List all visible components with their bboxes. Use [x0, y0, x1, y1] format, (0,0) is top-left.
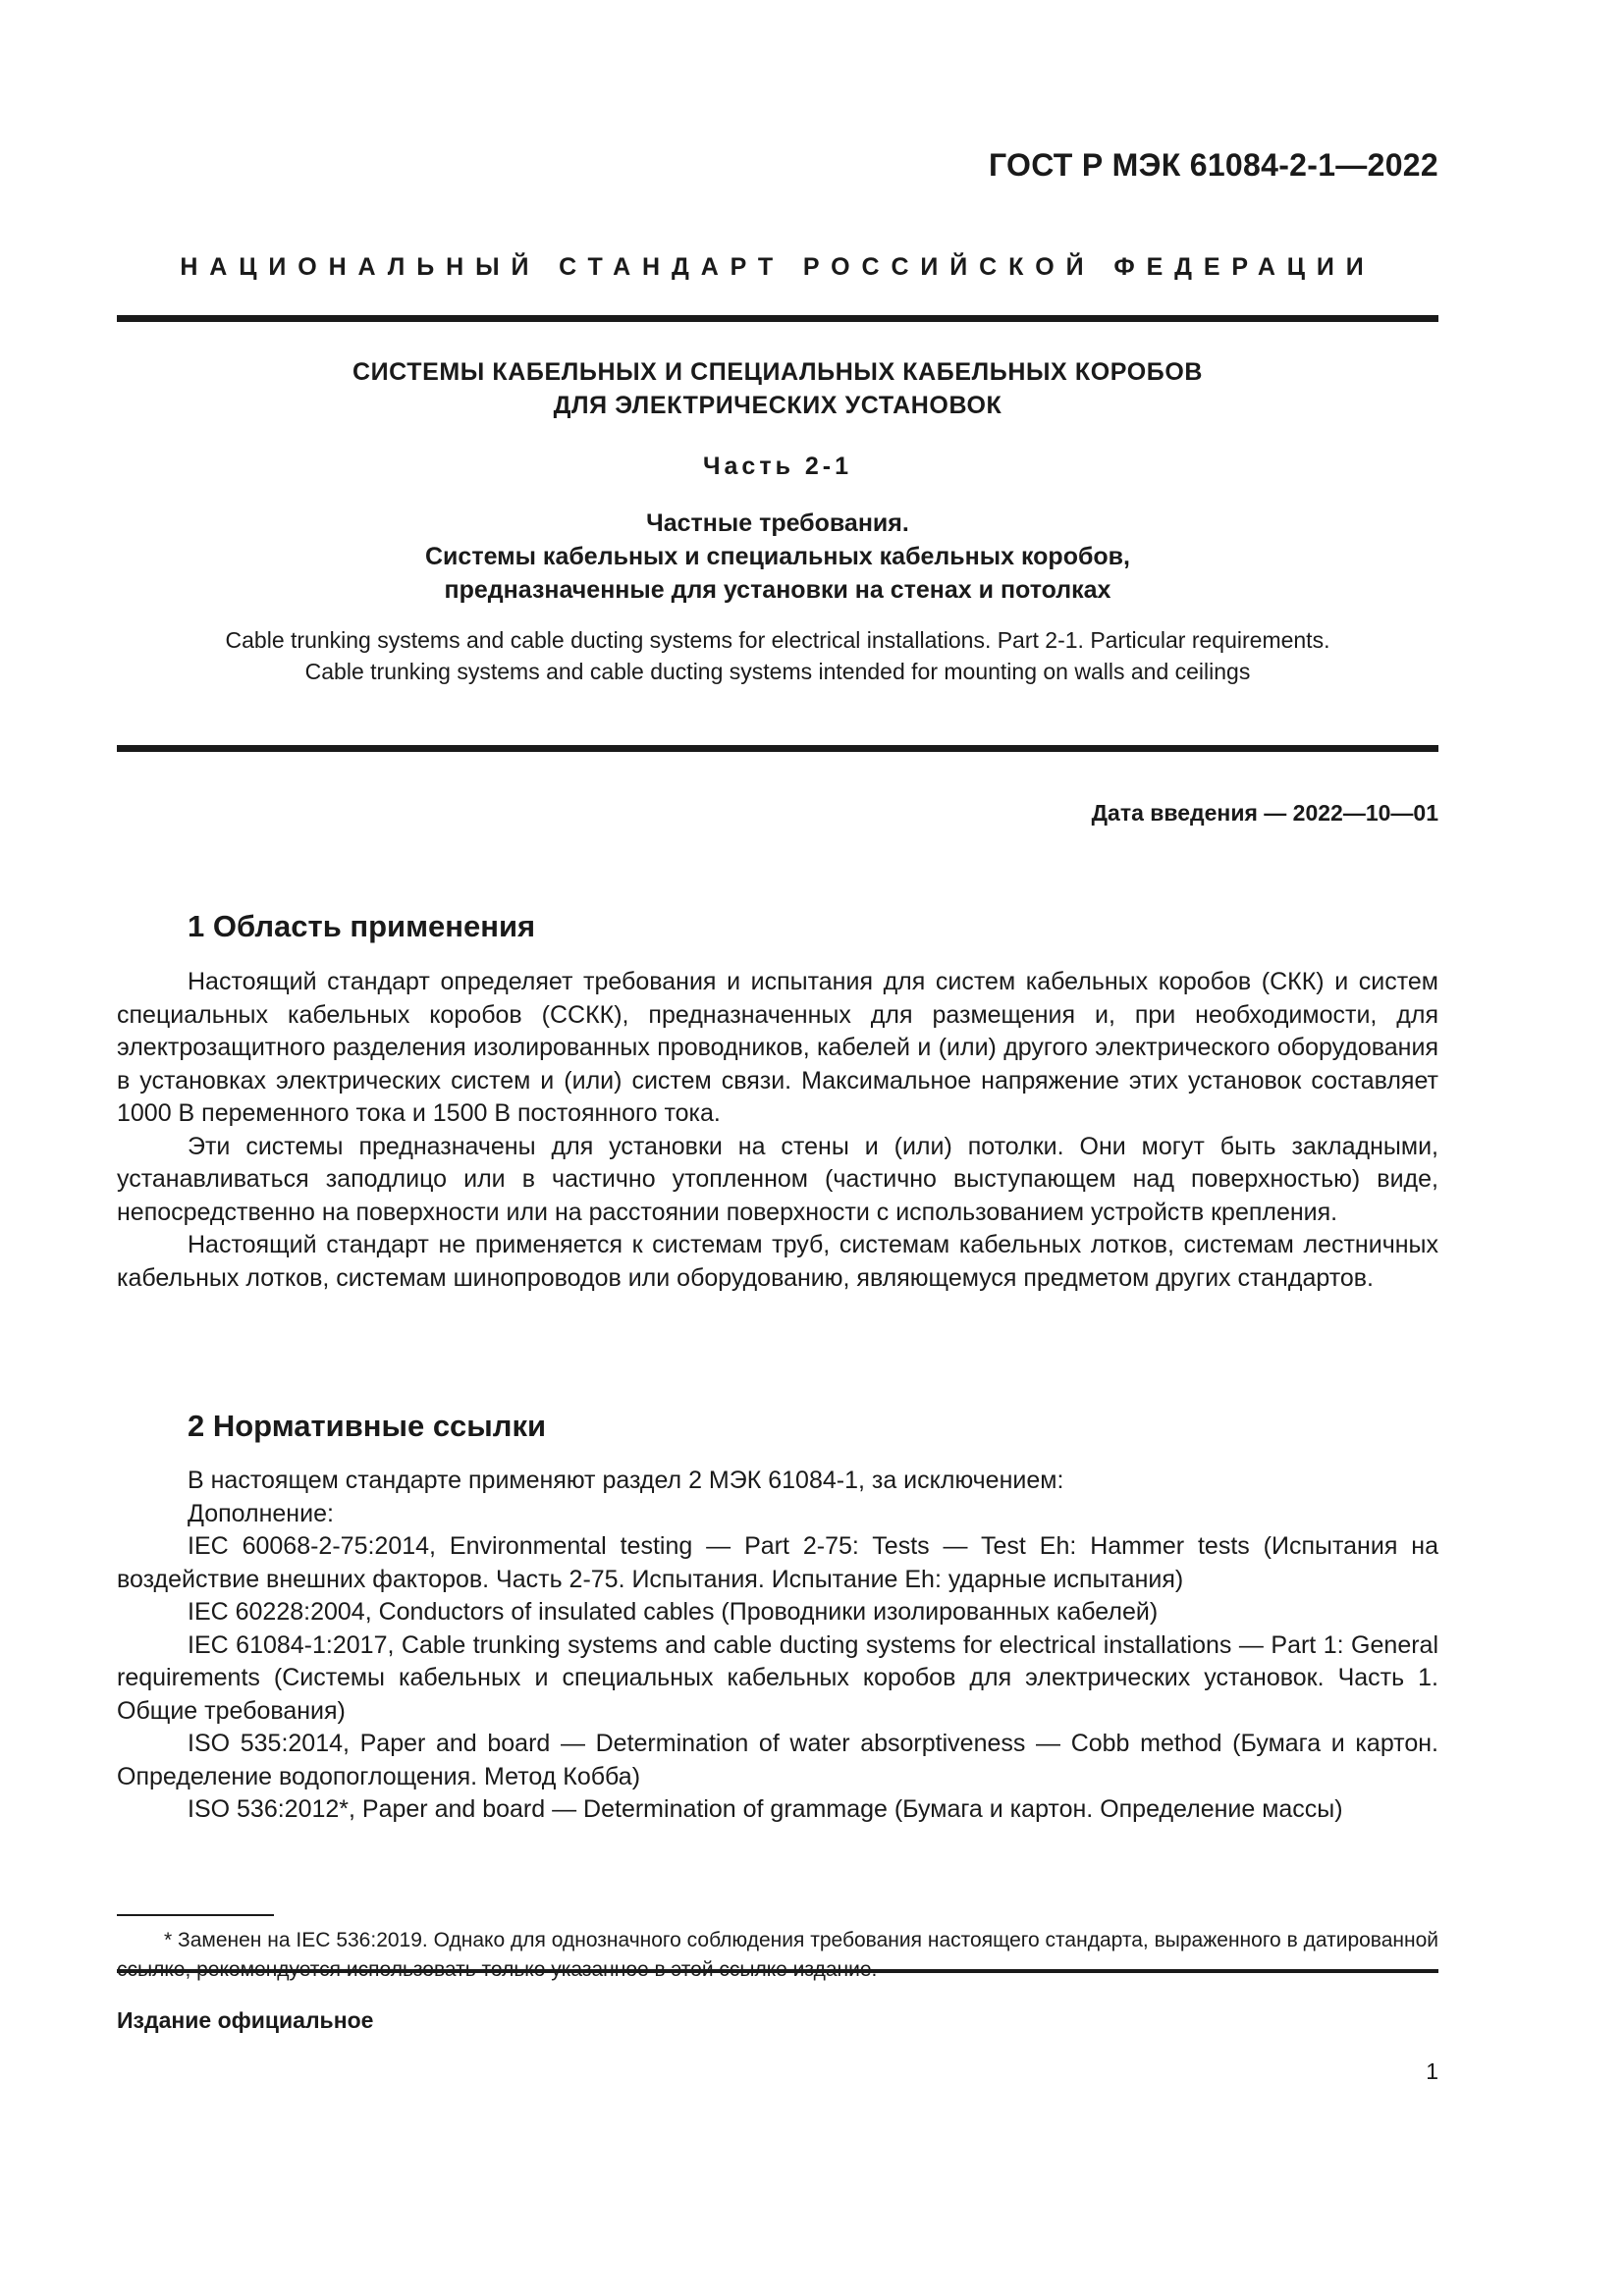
edition-label: Издание официальное [117, 2007, 374, 2033]
paragraph: Дополнение: [188, 1499, 334, 1527]
subtitle-ru-line-1: Частные требования. [646, 509, 909, 537]
subtitle-ru-line-3: предназначенные для установки на стенах и потолках [444, 576, 1111, 604]
section-2-heading: 2 Нормативные ссылки [188, 1409, 547, 1443]
title-ru-line-2: ДЛЯ ЭЛЕКТРИЧЕСКИХ УСТАНОВОК [553, 392, 1002, 419]
introduction-date: Дата введения — 2022—10—01 [1091, 800, 1438, 826]
title-en-line-1: Cable trunking systems and cable ducting systems for electrical installations. Part 2-1. Particular requirements. [225, 627, 1330, 653]
paragraph: Эти системы предназначены для установки на стены и (или) потолки. Они могут быть закладными, устанавливаться заподлицо или в частично утопленном (частично выступающем над поверхностью) виде, непосредственно на поверхности или на расстоянии поверхности с использованием устройств крепления. [117, 1132, 1438, 1226]
paragraph: Настоящий стандарт определяет требования и испытания для систем кабельных коробов (СКК) и систем специальных кабельных коробов (ССКК), предназначенных для размещения и, при необходимости, для электрозащитного разделения изолированных проводников, кабелей и (или) другого электрического оборудования в установках электрических систем и (или) систем связи. Максимальное напряжение этих установок составляет 1000 В переменного тока и 1500 В постоянного тока. [117, 968, 1438, 1127]
subtitle-ru [117, 507, 1438, 607]
page-number: 1 [1426, 2058, 1438, 2084]
document-code: ГОСТ Р МЭК 61084-2-1—2022 [988, 147, 1438, 183]
reference-item: ISO 535:2014, Paper and board — Determination of water absorptiveness — Cobb method (Бумага и картон. Определение водопоглощения. Метод Кобба) [117, 1730, 1438, 1790]
part-label: Часть 2-1 [702, 453, 853, 480]
section-1-body [117, 966, 1438, 1295]
national-standard-banner: НАЦИОНАЛЬНЫЙ СТАНДАРТ РОССИЙСКОЙ ФЕДЕРАЦИИ [180, 253, 1376, 281]
section-2-body [117, 1465, 1438, 1827]
title-rule [117, 745, 1438, 752]
footer-rule [117, 1969, 1438, 1973]
paragraph: Настоящий стандарт не применяется к системам труб, системам кабельных лотков, системам лестничных кабельных лотков, системам шинопроводов или оборудованию, являющемуся предметом других стандартов. [117, 1231, 1438, 1292]
reference-item: IEC 60228:2004, Conductors of insulated cables (Проводники изолированных кабелей) [188, 1598, 1159, 1626]
title-block [117, 355, 1438, 687]
section-1-heading: 1 Область применения [188, 909, 536, 943]
reference-item: IEC 61084-1:2017, Cable trunking systems and cable ducting systems for electrical installations — Part 1: General requirements (Системы кабельных и специальных кабельных коробов для электрических установок. Часть 1. Общие требования) [117, 1630, 1438, 1725]
reference-item: IEC 60068-2-75:2014, Environmental testing — Part 2-75: Tests — Test Eh: Hammer tests (Испытания на воздействие внешних факторов. Часть 2-75. Испытания. Испытание Eh: ударные испытания) [117, 1532, 1438, 1593]
footnote [117, 1926, 1438, 1985]
title-en-line-2: Cable trunking systems and cable ducting systems intended for mounting on walls and ceilings [304, 659, 1251, 684]
footnote-text: * Заменен на IEC 536:2019. Однако для однозначного соблюдения требования настоящего стандарта, выраженного в датированной [164, 1929, 1438, 1951]
footnote-separator [117, 1914, 274, 1916]
paragraph: В настоящем стандарте применяют раздел 2 МЭК 61084-1, за исключением: [188, 1467, 1064, 1494]
reference-item: ISO 536:2012*, Paper and board — Determination of grammage (Бумага и картон. Определение массы) [188, 1795, 1343, 1823]
title-en [117, 624, 1438, 687]
subtitle-ru-line-2: Системы кабельных и специальных кабельных коробов, [425, 543, 1130, 570]
title-ru-line-1: СИСТЕМЫ КАБЕЛЬНЫХ И СПЕЦИАЛЬНЫХ КАБЕЛЬНЫХ КОРОБОВ [352, 358, 1204, 386]
title-ru [117, 355, 1438, 422]
header-rule [117, 315, 1438, 322]
